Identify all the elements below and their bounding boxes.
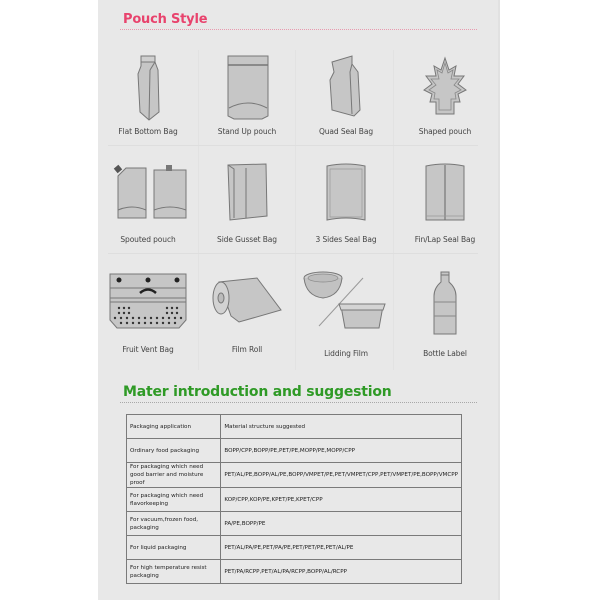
pouch-label: Quad Seal Bag <box>318 127 374 136</box>
pouch-label: Spouted pouch <box>120 235 176 244</box>
application-cell: For liquid packaging <box>127 536 221 560</box>
pouch-item-three-side-seal-bag <box>296 162 396 262</box>
table-row <box>127 439 462 463</box>
pouch-item-side-gusset-bag <box>197 162 297 262</box>
pouch-label: Fruit Vent Bag <box>122 345 174 354</box>
header-cell: Packaging application <box>127 415 221 439</box>
structure-cell: PA/PE,BOPP/PE <box>221 512 462 536</box>
film-roll-icon <box>209 276 285 326</box>
pouch-item-flat-bottom-bag <box>98 54 198 154</box>
structure-cell: KOP/CPP,KOP/PE,KPET/PE,KPET/CPP <box>221 488 462 512</box>
pouch-item-lidding-film <box>296 270 396 370</box>
pouch-style-title: Pouch Style <box>123 12 208 27</box>
stand-up-pouch-icon <box>222 54 272 124</box>
application-cell: For packaging which need good barrier and moisture proof <box>127 463 221 488</box>
pouch-item-stand-up-pouch <box>197 54 297 154</box>
shaped-pouch-icon <box>420 54 470 124</box>
title-divider <box>120 29 477 30</box>
table-row <box>127 463 462 488</box>
pouch-label: Stand Up pouch <box>217 127 277 136</box>
pouch-item-spouted-pouch <box>98 164 198 264</box>
pouch-item-shaped-pouch <box>395 54 495 154</box>
pouch-label: Fin/Lap Seal Bag <box>414 235 476 244</box>
pouch-label: Lidding Film <box>324 349 368 358</box>
application-cell: For vacuum,frozen food, packaging <box>127 512 221 536</box>
pouch-label: Bottle Label <box>423 349 467 358</box>
pouch-label: Shaped pouch <box>418 127 472 136</box>
content-panel <box>98 0 500 600</box>
pouch-label: Flat Bottom Bag <box>118 127 178 136</box>
application-cell: For packaging which need flavorkeeping <box>127 488 221 512</box>
structure-cell: BOPP/CPP,BOPP/PE,PET/PE,MOPP/PE,MOPP/CPP <box>221 439 462 463</box>
table-header-row <box>127 415 462 439</box>
table-row <box>127 536 462 560</box>
spouted-pouch-icon <box>108 164 188 224</box>
pouch-item-quad-seal-bag <box>296 54 396 154</box>
table-row <box>127 560 462 584</box>
fruit-vent-bag-icon <box>107 272 189 332</box>
title-divider <box>120 402 477 403</box>
material-table <box>126 414 462 584</box>
three-side-seal-bag-icon <box>323 162 369 224</box>
bottle-label-icon <box>430 270 460 336</box>
application-cell: Ordinary food packaging <box>127 439 221 463</box>
table-row <box>127 512 462 536</box>
structure-cell: PET/PA/RCPP,PET/AL/PA/RCPP,BOPP/AL/RCPP <box>221 560 462 584</box>
header-cell: Material structure suggested <box>221 415 462 439</box>
pouch-label: Film Roll <box>231 345 263 354</box>
material-title: Mater introduction and suggestion <box>123 384 392 400</box>
pouch-item-fruit-vent-bag <box>98 272 198 372</box>
structure-cell: PET/AL/PA/PE,PET/PA/PE,PET/PET/PE,PET/AL/PE <box>221 536 462 560</box>
lidding-film-icon <box>303 270 389 332</box>
application-cell: For high temperature resist packaging <box>127 560 221 584</box>
structure-cell: PET/AL/PE,BOPP/AL/PE,BOPP/VMPET/PE,PET/VMPET/CPP,PET/VMPET/PE,BOPP/VMCPP <box>221 463 462 488</box>
pouch-item-fin-lap-seal-bag <box>395 162 495 262</box>
side-gusset-bag-icon <box>222 162 272 224</box>
pouch-label: 3 Sides Seal Bag <box>315 235 377 244</box>
table-row <box>127 488 462 512</box>
pouch-item-bottle-label <box>395 270 495 370</box>
pouch-item-film-roll <box>197 276 297 376</box>
fin-lap-seal-bag-icon <box>422 162 468 224</box>
pouch-label: Side Gusset Bag <box>217 235 277 244</box>
quad-seal-bag-icon <box>324 54 368 124</box>
flat-bottom-bag-icon <box>128 54 168 124</box>
